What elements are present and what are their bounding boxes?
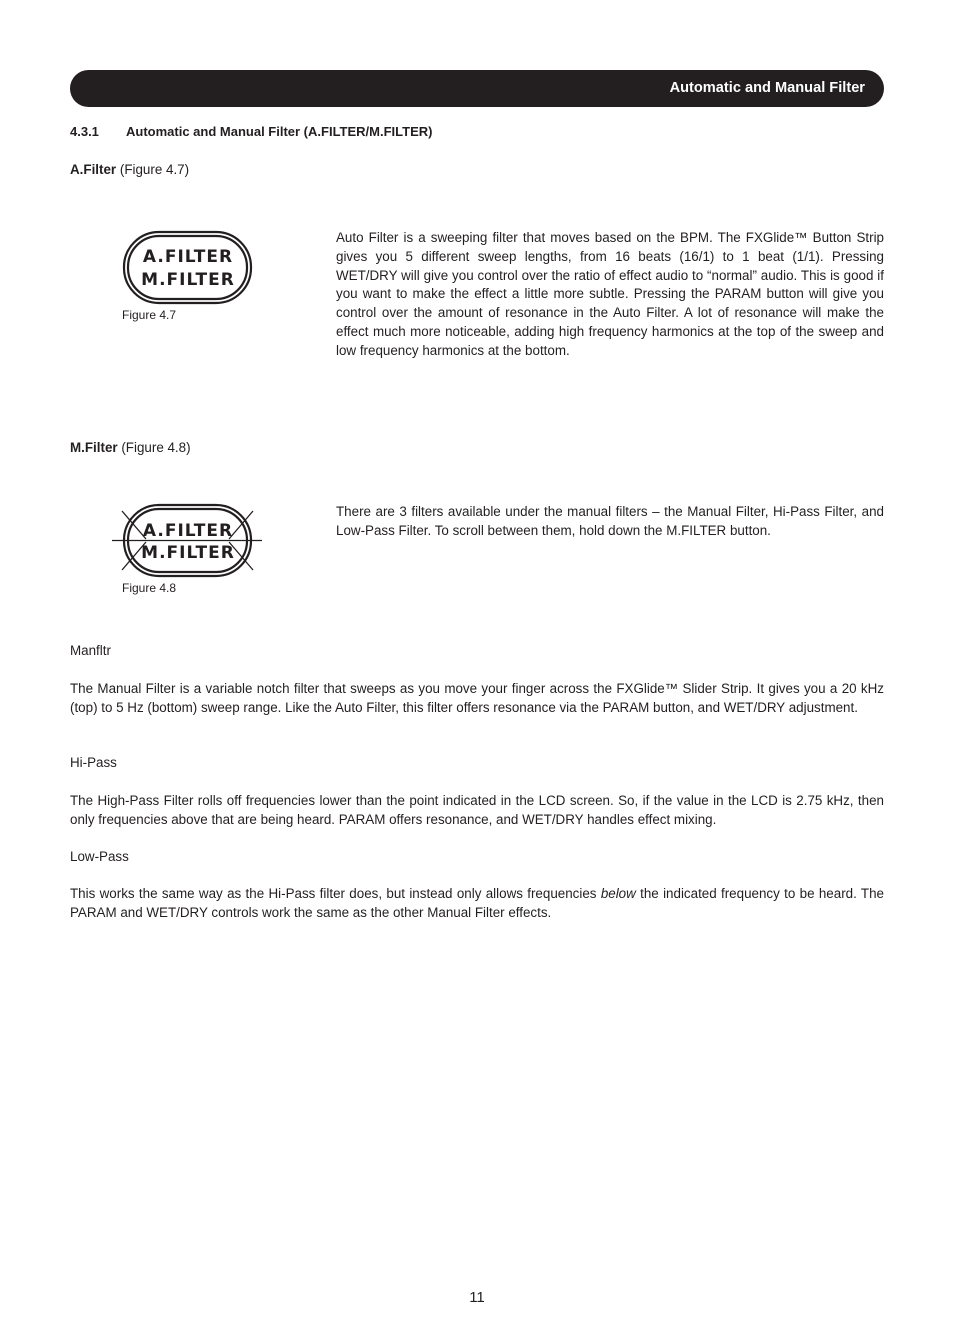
mfilter-heading: [70, 439, 191, 458]
afilter-heading: [70, 161, 189, 180]
header-title: Automatic and Manual Filter: [669, 80, 865, 96]
figure-4-8-caption: Figure 4.8: [122, 581, 177, 595]
afilter-label: A.Filter: [70, 162, 117, 177]
section-number: 4.3.1: [70, 124, 99, 139]
hipass-text: The High-Pass Filter rolls off frequencies lower than the point indicated in the LCD screen. So, if the value in the LCD is 2.75 kHz, then only frequencies above that are being heard. PARAM offers resonance, and WET/DRY handles effect mixing.: [70, 793, 884, 827]
lowpass-text-end: the indicated frequency to be heard. The PARAM and WET/DRY controls work the same as the other Manual Filter effects.: [70, 886, 884, 920]
afilter-button-figure: [118, 229, 258, 309]
afilter-button-text-top: A.FILTER: [142, 247, 234, 267]
mfilter-button-text-top: A.FILTER: [142, 521, 234, 541]
afilter-figure-ref: (Figure 4.7): [116, 162, 190, 177]
mfilter-figure-ref: (Figure 4.8): [117, 440, 191, 455]
afilter-button-outer-outline: [124, 232, 251, 303]
section-title: Automatic and Manual Filter (A.FILTER/M.FILTER): [126, 124, 433, 139]
manfltr-text: The Manual Filter is a variable notch filter that sweeps as you move your finger across the FXGlide™ Slider Strip. It gives you a 20 kHz (top) to 5 Hz (bottom) sweep range. Like the Auto Filter, this filter offers resonance via the PARAM button, and WET/DRY adjustment.: [70, 681, 884, 715]
lowpass-text: [70, 885, 884, 923]
lowpass-text-emphasis: below: [600, 886, 636, 901]
afilter-button-text-bottom: M.FILTER: [141, 270, 235, 290]
lowpass-text-start: This works the same way as the Hi-Pass filter does, but instead only allows frequencies: [70, 886, 601, 901]
mfilter-button-text-bottom: M.FILTER: [141, 543, 235, 563]
afilter-description: Auto Filter is a sweeping filter that moves based on the BPM. The FXGlide™ Button Strip gives you 5 different sweep lengths, from 16 beats (16/1) to 1 beat (1/1). Pressing WET/DRY will give you control over the ratio of effect audio to “normal” audio. This is good if you want to make the effect a little more subtle. Pressing the PARAM button will give you control over the amount of resonance in the Auto Filter. A lot of resonance will make the effect much more noticeable, adding high frequency harmonics at the top of the sweep and low frequency harmonics at the bottom.: [336, 230, 884, 358]
figure-4-7-caption: Figure 4.7: [122, 308, 177, 322]
hipass-heading: Hi-Pass: [70, 755, 117, 770]
lowpass-heading: Low-Pass: [70, 849, 129, 864]
manfltr-heading: Manfltr: [70, 643, 111, 658]
mfilter-description: There are 3 filters available under the manual filters – the Manual Filter, Hi-Pass Filter, and Low-Pass Filter. To scroll between them, hold down the M.FILTER button.: [336, 504, 884, 538]
header-bar: [70, 70, 884, 107]
page-number: 11: [469, 1289, 485, 1306]
mfilter-button-figure: [110, 501, 266, 581]
mfilter-label: M.Filter: [70, 440, 118, 455]
